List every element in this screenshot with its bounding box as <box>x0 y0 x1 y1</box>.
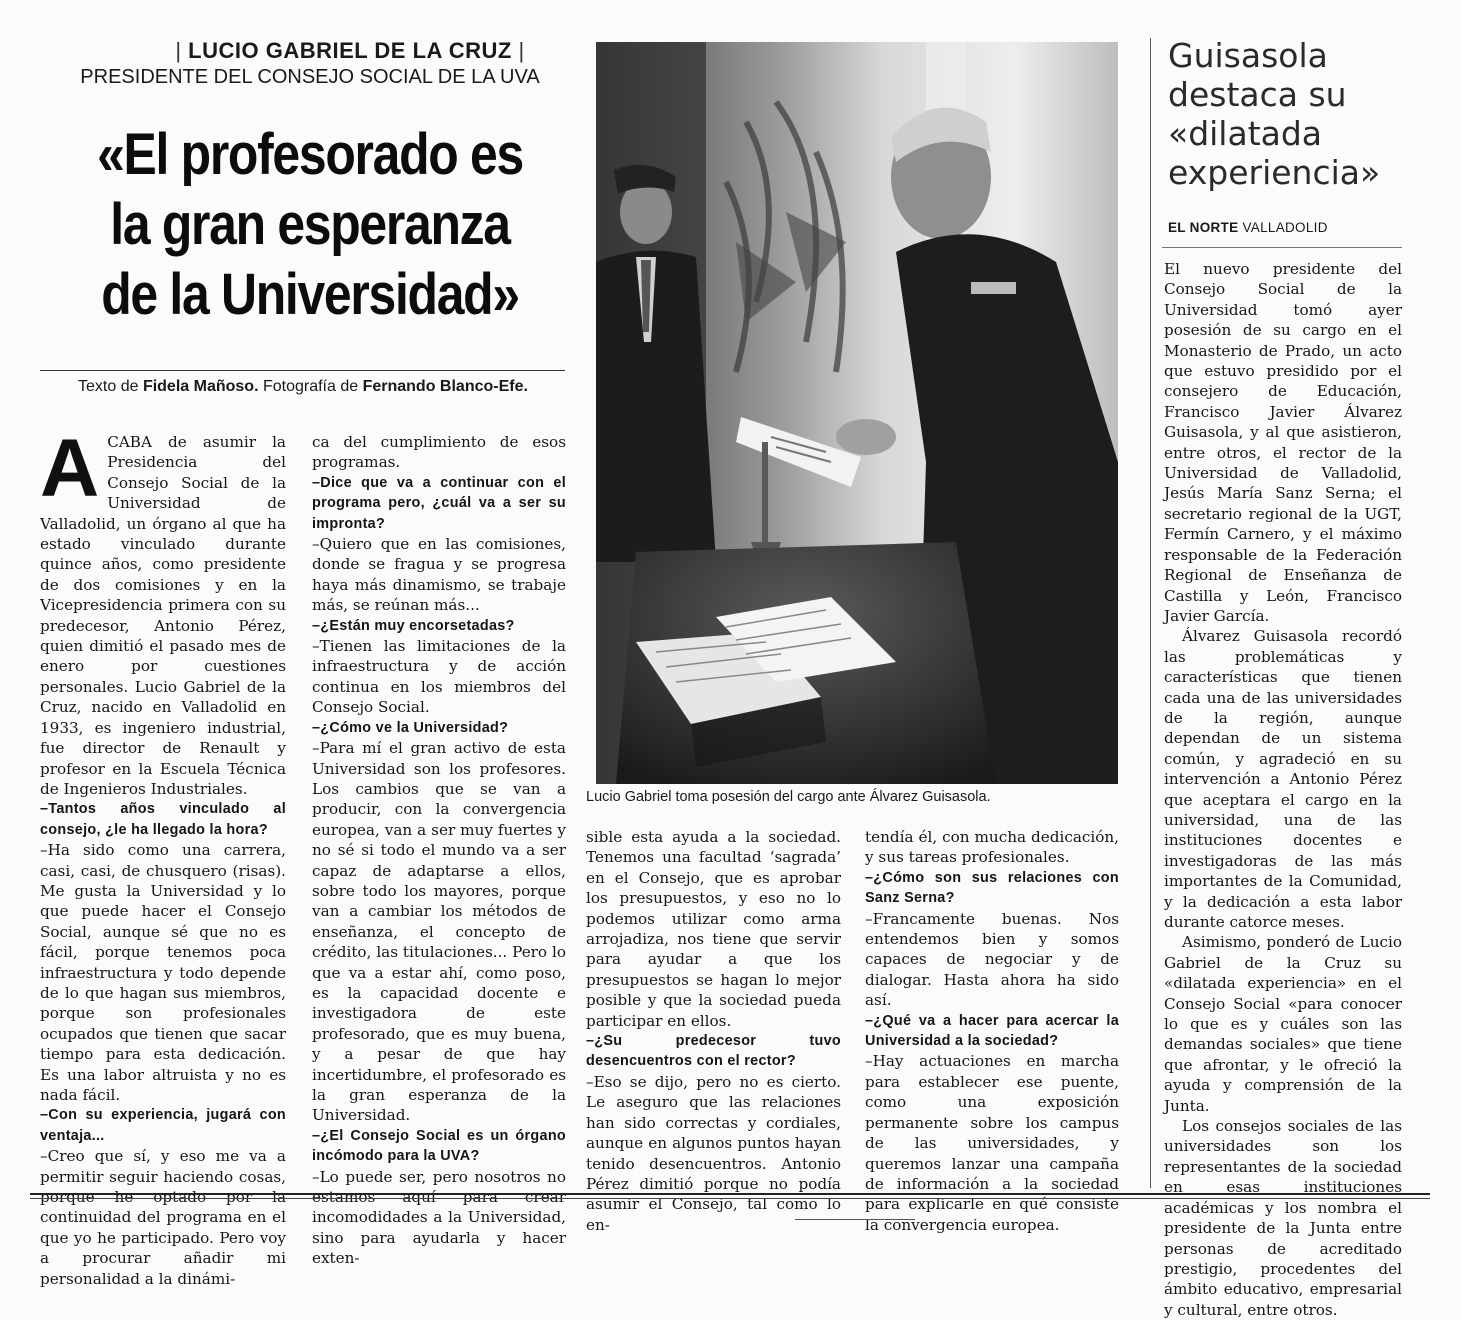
headline <box>78 120 542 330</box>
answer-6-part-2: sible esta ayuda a la sociedad. Tenemos una facultad ‘sagrada’ en el Consejo, que es aprobar los presupuestos, y eso no lo podemos utilizar como arma arrojadiza, nos tiene que servir para ayudar a que los presupuestos se hagan lo mejor posible y que la sociedad pueda participar en ellos. <box>586 828 841 1030</box>
ceremony-photo <box>596 42 1118 784</box>
byline <box>78 378 578 396</box>
sidebar-source-outlet: EL NORTE <box>1168 220 1239 235</box>
byline-text-prefix: Texto de <box>78 378 143 395</box>
sidebar-source <box>1168 220 1328 235</box>
answer-7-part-1: –Eso se dijo, pero no es cierto. Le aseguro que las relaciones han sido correctas y cordiales, aunque en algunos puntos hayan tenido desencuentros. Antonio Pérez dimitió porque no podía asumir el Consejo, tal como lo en- <box>586 1072 841 1234</box>
article-column-4 <box>865 827 1119 1235</box>
interviewee-role: PRESIDENTE DEL CONSEJO SOCIAL DE LA UVA <box>80 66 540 88</box>
question-5: –¿Cómo ve la Universidad? <box>312 719 509 736</box>
headline-line-3: de la Universidad» <box>101 262 519 327</box>
headline-rule <box>40 370 565 371</box>
byline-photo-prefix: Fotografía de <box>258 378 363 395</box>
photo-caption: Lucio Gabriel toma posesión del cargo ante Álvarez Guisasola. <box>586 789 991 805</box>
answer-1: –Ha sido como una carrera, casi, casi, de chusquero (risas). Me gusta la Universidad y lo que puede hacer el Consejo Social, aunque sé que no es fácil, porque tenemos poca infraestructura y todo depende de lo que hagan sus miembros, porque son profesionales ocupados que tienen que sacar tiempo para esta dedicación. Es una labor altruista y no es nada fácil. <box>40 841 286 1104</box>
page-bottom-rule-thin <box>30 1198 1430 1199</box>
headline-line-1: «El profesorado es <box>97 122 523 187</box>
answer-7-part-2: tendía él, con mucha dedicación, y sus tareas profesionales. <box>865 828 1119 867</box>
sidebar-headline-line-4: experiencia» <box>1168 153 1381 192</box>
answer-4: –Tienen las limitaciones de la infraestructura y de acción continua en los miembros del Consejo Social. <box>312 637 566 717</box>
answer-5: –Para mí el gran activo de esta Universidad son los profesores. Los cambios que se van a producir, con la convergencia europea, van a ser muy fuertes y no sé si todo el mundo va a ser capaz de adaptarse a ellos, sobre todo los mayores, porque van a cambiar los métodos de enseñanza, el concepto de crédito, las titulaciones... Pero lo que va a estar ahí, como poso, es la capacidad docente e investigadora de este profesorado, que es muy buena, y a pesar de que hay incertidumbre, el profesorado es la gran esperanza de la Universidad. <box>312 739 566 1125</box>
sidebar-paragraph-3: Asimismo, ponderó de Lucio Gabriel de la Cruz su «dilatada experiencia» en el Consejo Social «para conocer lo que es y cuáles son las demandas sociales» que tiene que afrontar, y le ofreció la ayuda y comprensión de la Junta. <box>1164 933 1402 1115</box>
sidebar-column <box>1164 259 1402 1320</box>
question-4: –¿Están muy encorsetadas? <box>312 617 515 634</box>
sidebar-headline-line-3: «dilatada <box>1168 114 1323 153</box>
article-column-3 <box>586 827 841 1235</box>
question-2: –Con su experiencia, jugará con ventaja... <box>40 1107 286 1144</box>
page-footer-mark <box>795 1219 915 1220</box>
page-bottom-rule <box>30 1193 1430 1195</box>
dropcap: A <box>40 423 100 514</box>
sidebar-source-city: VALLADOLID <box>1238 220 1328 235</box>
intro-paragraph <box>40 423 286 799</box>
interviewee-name-text: LUCIO GABRIEL DE LA CRUZ <box>188 38 512 63</box>
sidebar-headline <box>1168 36 1448 192</box>
sidebar-divider <box>1150 38 1151 1188</box>
interviewee-name: | LUCIO GABRIEL DE LA CRUZ | <box>175 38 525 63</box>
question-8: –¿Cómo son sus relaciones con Sanz Serna? <box>865 869 1119 907</box>
question-7: –¿Su predecesor tuvo desencuentros con el rector? <box>586 1033 841 1070</box>
article-column-1 <box>40 423 286 1289</box>
answer-6-part-1: –Lo puede ser, pero nosotros no estamos aquí para crear incomodidades a la Universidad, sino para ayudarla y hacer exten- <box>312 1167 566 1268</box>
sidebar-source-rule <box>1162 247 1402 248</box>
question-6: –¿El Consejo Social es un órgano incómodo para la UVA? <box>312 1127 566 1165</box>
ceremony-photo-image <box>596 42 1118 784</box>
intro-text: CABA de asumir la Presidencia del Consejo Social de la Universidad de Valladolid, un órgano al que ha estado vinculado durante quince años, como presidente de dos comisiones y en la Vicepresidencia primera con su predecesor, Antonio Pérez, quien dimitió el pasado mes de enero por cuestiones personales. Lucio Gabriel de la Cruz, nacido en Valladolid en 1933, es ingeniero industrial, fue director de Renault y profesor en la Escuela Técnica de Ingenieros Industriales. <box>40 433 286 798</box>
headline-line-2: la gran esperanza <box>110 192 510 257</box>
article-column-2 <box>312 432 566 1269</box>
sidebar-paragraph-2: Álvarez Guisasola recordó las problemáticas y características que tienen cada una de las universidades de la región, aunque dependan de un sistema común, y agradeció en su intervención a Antonio Pérez que aceptara el cargo en la universidad, una de las instituciones docentes e investigadoras de las más importantes de la Comunidad, y la dedicación a esta labor durante catorce meses. <box>1164 627 1402 931</box>
sidebar-headline-line-2: destaca su <box>1168 75 1347 114</box>
sidebar-headline-line-1: Guisasola <box>1168 36 1328 75</box>
question-9: –¿Qué va a hacer para acercar la Universidad a la sociedad? <box>865 1012 1119 1050</box>
answer-9: –Hay actuaciones en marcha para establecer ese puente, como una exposición permanente sobre los campus de las universidades, y queremos lanzar una campaña de información a la sociedad para explicarle en qué consiste la convergencia europea. <box>865 1052 1119 1234</box>
answer-8: –Francamente buenas. Nos entendemos bien y somos capaces de negociar y de dialogar. Hasta ahora ha sido así. <box>865 909 1119 1010</box>
question-1: –Tantos años vinculado al consejo, ¿le ha llegado la hora? <box>40 801 286 838</box>
sidebar-paragraph-1: El nuevo presidente del Consejo Social de la Universidad tomó ayer posesión de su cargo en el Monasterio de Prado, un acto que estuvo presidido por el consejero de Educación, Francisco Javier Álvarez Guisasola, y al que asistieron, entre otros, el rector de la Universidad de Valladolid, Jesús María Sanz Serna; el secretario regional de la UGT, Fermín Carnero, y el máximo responsable de la Federación Regional de Enseñanza de Castilla y León, Francisco Javier García. <box>1164 260 1402 625</box>
byline-photographer: Fernando Blanco-Efe. <box>362 378 528 395</box>
byline-author: Fidela Mañoso. <box>142 378 259 395</box>
sidebar-paragraph-4: Los consejos sociales de las universidades son los representantes de la sociedad en esas instituciones académicas y los nombra el presidente de la Junta entre personas de acreditado prestigio, procedentes del ámbito educativo, empresarial y cultural, entre otros. <box>1164 1117 1402 1319</box>
answer-2-part-2: ca del cumplimiento de esos programas. <box>312 433 566 472</box>
answer-3: –Quiero que en las comisiones, donde se fragua y se progresa haya más dinamismo, se trabaje más, se reúnan más... <box>312 535 566 615</box>
question-3: –Dice que va a continuar con el programa pero, ¿cuál va a ser su impronta? <box>312 474 566 532</box>
answer-2-part-1: –Creo que sí, y eso me va a permitir seguir haciendo cosas, porque he optado por la continuidad del programa en el que yo he participado. Pero voy a procurar añadir mi personalidad a la dinámi- <box>40 1147 286 1288</box>
